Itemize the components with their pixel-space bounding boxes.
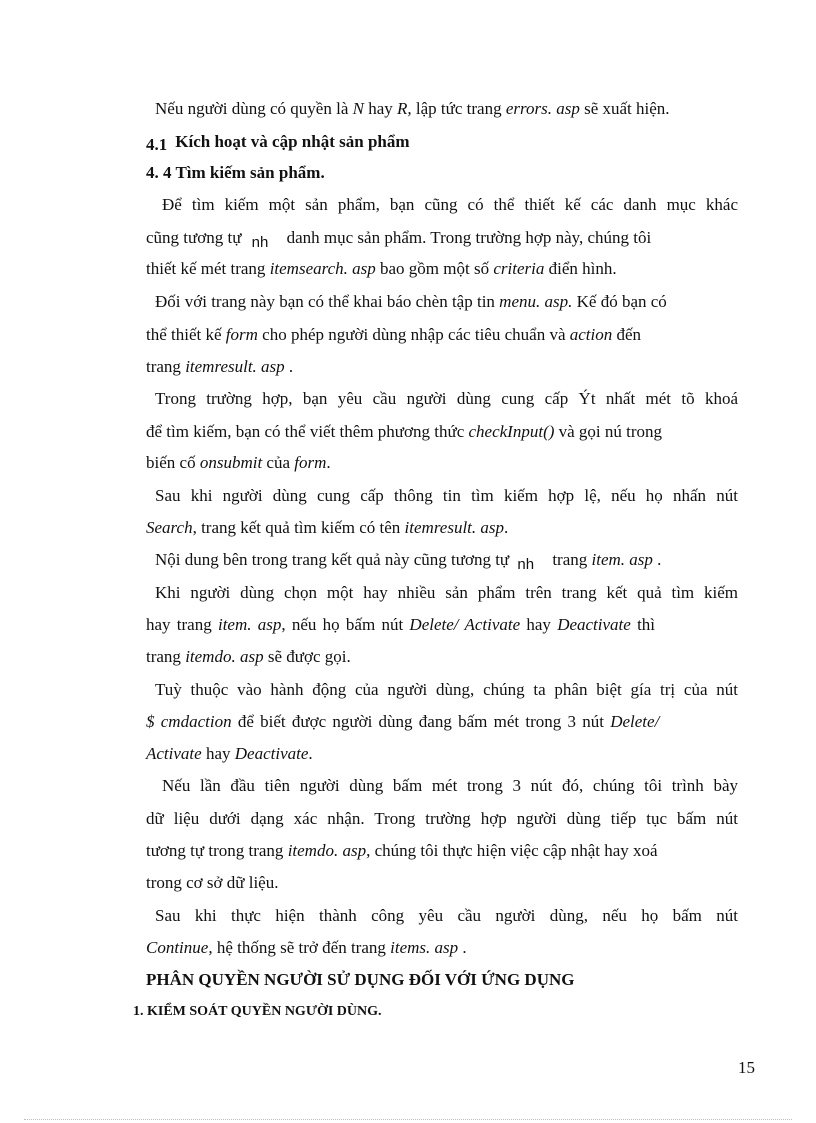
text-subscript: nh (517, 556, 535, 573)
text: trong cơ sở dữ liệu. (146, 873, 279, 892)
text-italic: form (225, 325, 258, 344)
text: dữ liệu dưới dạng xác nhận. Trong trường hợp người dùng tiếp tục bấm nút (146, 809, 738, 828)
text: hay trang (146, 615, 218, 634)
text: Trong trường hợp, bạn yêu cầu người dùng cung cấp Ýt nhất mét tõ khoá (155, 389, 738, 408)
text: Nếu lần đầu tiên người dùng bấm mét trong 3 nút đó, chúng tôi trình bày (162, 776, 738, 795)
text: hệ thống sẽ trở đến trang (212, 938, 391, 957)
text-italic: itemsearch. asp (269, 259, 376, 278)
paragraph-line (155, 485, 738, 507)
text: hay (363, 99, 397, 118)
text-italic: R, (397, 99, 412, 118)
text-italic: itemdo. asp (185, 647, 264, 666)
heading-number: 4.1 (146, 135, 168, 154)
text: Để tìm kiếm một sản phẩm, bạn cũng có thể thiết kế các danh mục khác (162, 195, 738, 214)
text: Nếu người dùng có quyền là (155, 99, 353, 118)
text: để tìm kiếm, bạn có thể viết thêm phương thức (146, 422, 469, 441)
text: Sau khi thực hiện thành công yêu cầu người dùng, nếu họ bấm nút (155, 906, 738, 925)
text: tương tự trong trang (146, 841, 288, 860)
heading-4-1 (146, 131, 410, 156)
paragraph-line (155, 905, 738, 927)
paragraph-line (155, 679, 738, 701)
text: . (504, 518, 509, 537)
text-italic: criteria (493, 259, 545, 278)
text-italic: Deactivate (557, 615, 631, 634)
text-italic: Delete/ Activate (409, 615, 521, 634)
text: để biết được người dùng đang bấm mét trong 3 nút (231, 712, 611, 731)
text-italic: items. asp (390, 938, 459, 957)
paragraph-line (155, 549, 661, 572)
text: trang (552, 550, 592, 569)
text-italic: Deactivate (234, 744, 309, 763)
text: cũng tương tự (146, 228, 242, 247)
text-italic: menu. asp. (499, 292, 573, 311)
text: thì (630, 615, 656, 634)
paragraph-line (162, 194, 738, 216)
text: điển hình. (544, 259, 617, 278)
page-number: 15 (738, 1058, 755, 1077)
text-italic: Activate (146, 744, 202, 763)
text-italic: checkInput() (468, 422, 555, 441)
text: cho phép người dùng nhập các tiêu chuẩn và (257, 325, 570, 344)
text: . (458, 938, 467, 957)
text: trang (146, 357, 186, 376)
text: và gọi nú trong (554, 422, 663, 441)
text: . (326, 453, 331, 472)
paragraph-line (162, 775, 738, 797)
paragraph-line (146, 743, 313, 765)
text: , chúng tôi thực hiện việc cập nhật hay xoá (366, 841, 658, 860)
paragraph-line (146, 452, 331, 474)
text: , trang kết quả tìm kiếm có tên (192, 518, 405, 537)
paragraph-line (155, 582, 738, 604)
text-italic: item. asp (217, 615, 282, 634)
section-subtitle: 1. KIỂM SOÁT QUYỀN NGƯỜI DÙNG. (133, 1004, 382, 1019)
text: đến (612, 325, 642, 344)
text-italic: action (569, 325, 613, 344)
paragraph-line (155, 98, 670, 120)
text: Sau khi người dùng cung cấp thông tin tìm kiếm hợp lệ, nếu họ nhấn nút (155, 486, 738, 505)
paragraph-line (146, 421, 662, 443)
paragraph-line (146, 227, 738, 250)
heading-title: Kích hoạt và cập nhật sản phẩm (175, 132, 410, 151)
section-title: PHÂN QUYỀN NGƯỜI SỬ DỤNG ĐỐI VỚI ỨNG DỤNG (146, 970, 575, 989)
heading-4-4 (146, 162, 325, 184)
text: . (284, 357, 294, 376)
text: danh mục sản phẩm. Trong trường hợp này, chúng tôi (286, 228, 652, 247)
text: của (262, 453, 295, 472)
text: biến cố (146, 453, 200, 472)
text-italic: onsubmit (199, 453, 263, 472)
text: trang (146, 647, 186, 666)
text: . (308, 744, 313, 763)
text-italic: Search (146, 518, 193, 537)
paragraph-line (146, 711, 659, 733)
paragraph-line (146, 646, 351, 668)
text: . (652, 550, 662, 569)
text-italic: N (352, 99, 364, 118)
paragraph-line (146, 324, 641, 346)
text-italic: itemresult. asp (404, 518, 505, 537)
paragraph-line (146, 808, 738, 830)
text-italic: Continue, (146, 938, 213, 957)
text: thiết kế mét trang (146, 259, 270, 278)
text-italic: $ cmdaction (146, 712, 232, 731)
text-italic: Delete/ (610, 712, 660, 731)
text: Nội dung bên trong trang kết quả này cũng tương tự (155, 550, 510, 569)
text-italic: itemresult. asp (185, 357, 285, 376)
text: hay (201, 744, 235, 763)
page-divider (24, 1119, 792, 1120)
text: Tuỳ thuộc vào hành động của người dùng, chúng ta phân biệt gía trị của nút (155, 680, 738, 699)
text: Khi người dùng chọn một hay nhiều sản phẩm trên trang kết quả tìm kiếm (155, 583, 738, 602)
text: , nếu họ bấm nút (281, 615, 410, 634)
text-italic: itemdo. asp (287, 841, 367, 860)
paragraph-line (146, 517, 508, 539)
paragraph-line (146, 258, 617, 280)
text: hay (520, 615, 558, 634)
text-italic: errors. asp (505, 99, 580, 118)
text-italic: item. asp (591, 550, 653, 569)
paragraph-line (155, 388, 738, 410)
text: bao gồm một số (375, 259, 494, 278)
paragraph-line (146, 840, 658, 862)
text-italic: form (294, 453, 327, 472)
paragraph-line (155, 291, 667, 313)
paragraph-line (146, 872, 278, 894)
paragraph-line (146, 937, 467, 959)
heading-title: 4. 4 Tìm kiếm sản phẩm. (146, 163, 325, 182)
paragraph-line (146, 614, 738, 636)
text-subscript: nh (251, 234, 269, 251)
text: thể thiết kế (146, 325, 226, 344)
text: Đối với trang này bạn có thể khai báo chèn tập tin (155, 292, 500, 311)
text: Kế đó bạn có (572, 292, 667, 311)
paragraph-line (146, 356, 293, 378)
text: lập tức trang (411, 99, 506, 118)
text: sẽ xuất hiện. (579, 99, 670, 118)
text: sẽ được gọi. (263, 647, 351, 666)
